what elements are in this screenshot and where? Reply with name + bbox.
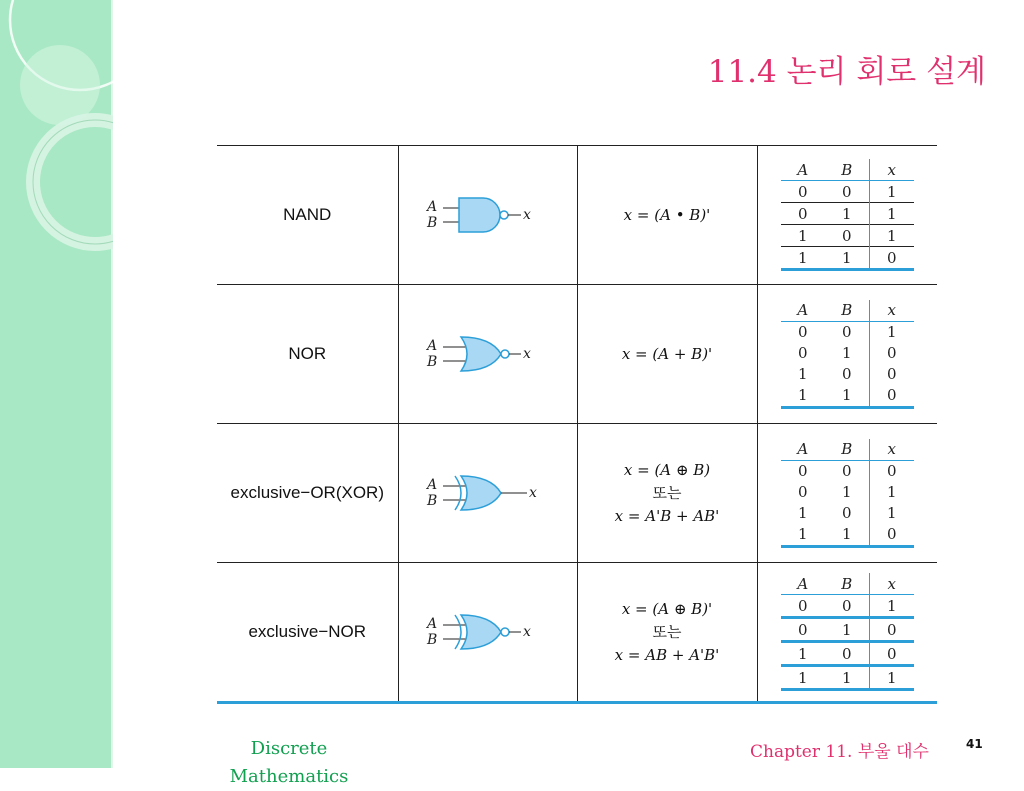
truth-table-cell: 1 <box>797 504 808 522</box>
truth-table-row <box>781 203 914 225</box>
footer-chapter: Chapter 11. 부울 대수 <box>750 742 929 762</box>
truth-table-cell-wrap <box>757 285 937 424</box>
truth-table <box>781 300 914 409</box>
truth-table-cell: 0 <box>825 321 870 343</box>
gate-expression-cell <box>577 424 757 563</box>
truth-table-cell: 1 <box>781 666 825 690</box>
page-number: 41 <box>966 737 983 751</box>
truth-table-cell: 1 <box>869 595 914 618</box>
truth-table-cell: 1 <box>825 385 870 408</box>
truth-table-row <box>781 666 914 690</box>
gate-input-a-label: A <box>426 199 437 215</box>
truth-table-cell: 1 <box>869 225 914 247</box>
truth-table-cell: 0 <box>781 460 825 482</box>
xor-gate-icon <box>423 464 553 522</box>
nand-gate-icon <box>423 186 553 244</box>
gate-expression-cell <box>577 285 757 424</box>
gate-input-a-label: A <box>426 616 437 632</box>
gate-symbol-cell <box>398 563 577 703</box>
xnor-gate-icon <box>423 603 553 661</box>
truth-table-cell: 0 <box>841 365 852 383</box>
gate-expression-cell <box>577 563 757 703</box>
truth-table-cell: 0 <box>797 344 808 362</box>
truth-table-cell: 0 <box>841 504 852 522</box>
truth-table-cell: 1 <box>797 365 808 383</box>
truth-table-header: x <box>869 300 914 322</box>
truth-table-cell: 1 <box>869 482 914 503</box>
truth-table-header: A <box>781 300 825 322</box>
truth-table-cell: 1 <box>869 181 914 203</box>
truth-table-cell: 0 <box>825 595 870 618</box>
truth-table-cell: 0 <box>825 181 870 203</box>
truth-table-header: A <box>781 159 825 181</box>
truth-table-cell: 1 <box>825 666 870 690</box>
expression-line: x = (A ⊕ B) <box>623 460 711 479</box>
gate-input-a-label: A <box>426 477 437 493</box>
truth-table-cell: 1 <box>781 225 825 247</box>
truth-table-cell: 1 <box>781 385 825 408</box>
gate-row <box>217 563 937 703</box>
truth-table-cell: 0 <box>825 642 870 666</box>
gate-output-label: x <box>522 207 531 223</box>
expression-line: x = (A ⊕ B)' <box>621 599 713 618</box>
expression-line: x = AB + A'B' <box>614 645 720 664</box>
truth-table-cell: 0 <box>869 343 914 364</box>
truth-table-cell-wrap <box>757 146 937 285</box>
truth-table-cell: 0 <box>869 460 914 482</box>
truth-table-cell: 1 <box>781 524 825 547</box>
gate-expression-cell <box>577 146 757 285</box>
truth-table-row <box>781 482 914 503</box>
expression-line: x = (A • B)' <box>623 205 711 224</box>
truth-table-cell: 0 <box>781 181 825 203</box>
gate-output-label: x <box>522 624 531 640</box>
truth-table-cell: 0 <box>781 203 825 225</box>
gate-input-b-label: B <box>426 632 437 648</box>
truth-table-header: x <box>869 573 914 595</box>
truth-table-cell: 0 <box>869 618 914 642</box>
truth-table-cell: 1 <box>841 483 852 501</box>
truth-table-row <box>781 321 914 343</box>
expression-line: x = A'B + AB' <box>614 506 720 525</box>
truth-table-cell: 1 <box>825 247 870 270</box>
truth-table-cell: 1 <box>781 642 825 666</box>
truth-table-header: A <box>781 439 825 461</box>
truth-table <box>781 439 914 548</box>
gate-name: exclusive−OR(XOR) <box>230 483 384 502</box>
gate-symbol-cell <box>398 424 577 563</box>
truth-table-cell: 0 <box>869 385 914 408</box>
truth-table-cell: 0 <box>869 364 914 385</box>
gate-input-b-label: B <box>426 354 437 370</box>
truth-table-cell: 0 <box>869 642 914 666</box>
gate-output-label: x <box>528 485 537 501</box>
gate-input-a-label: A <box>426 338 437 354</box>
truth-table-row <box>781 460 914 482</box>
truth-table <box>781 159 914 271</box>
gate-name: exclusive−NOR <box>248 622 367 641</box>
truth-table-cell: 0 <box>781 618 825 642</box>
truth-table-cell: 1 <box>869 503 914 524</box>
gate-input-b-label: B <box>426 493 437 509</box>
truth-table-row <box>781 595 914 618</box>
truth-table-row <box>781 247 914 270</box>
truth-table-row <box>781 385 914 408</box>
decorative-sidebar <box>0 0 113 768</box>
truth-table-row <box>781 343 914 364</box>
truth-table-cell: 0 <box>825 460 870 482</box>
truth-table-row <box>781 618 914 642</box>
truth-table-cell: 0 <box>781 595 825 618</box>
truth-table-header: B <box>825 439 870 461</box>
truth-table-header: B <box>825 573 870 595</box>
truth-table-cell: 1 <box>825 618 870 642</box>
truth-table-header: B <box>825 159 870 181</box>
truth-table-cell: 1 <box>869 666 914 690</box>
truth-table-cell: 1 <box>869 321 914 343</box>
truth-table <box>781 573 914 691</box>
truth-table-header: B <box>825 300 870 322</box>
expression-line: 또는 <box>652 483 682 502</box>
gate-name: NOR <box>288 344 327 363</box>
truth-table-cell: 0 <box>825 225 870 247</box>
footer-course-name: Discrete Mathematics <box>229 738 349 787</box>
truth-table-row <box>781 364 914 385</box>
gate-name: NAND <box>283 205 332 224</box>
slide-title: 11.4 논리 회로 설계 <box>707 54 986 90</box>
truth-table-cell-wrap <box>757 424 937 563</box>
gate-symbol-cell <box>398 146 577 285</box>
gate-row <box>217 146 937 285</box>
truth-table-cell: 1 <box>781 247 825 270</box>
truth-table-header: A <box>781 573 825 595</box>
truth-table-cell: 1 <box>841 344 852 362</box>
gate-symbol-cell <box>398 285 577 424</box>
truth-table-cell: 0 <box>797 483 808 501</box>
gate-row <box>217 285 937 424</box>
truth-table-cell: 1 <box>825 524 870 547</box>
nor-gate-icon <box>423 325 553 383</box>
gate-output-label: x <box>522 346 531 362</box>
expression-line: 또는 <box>652 622 682 641</box>
gate-row <box>217 424 937 563</box>
truth-table-row <box>781 642 914 666</box>
decorative-circles-icon <box>0 0 113 768</box>
truth-table-header: x <box>869 159 914 181</box>
truth-table-row <box>781 181 914 203</box>
truth-table-cell: 1 <box>869 203 914 225</box>
truth-table-row <box>781 225 914 247</box>
truth-table-cell: 0 <box>781 321 825 343</box>
truth-table-header: x <box>869 439 914 461</box>
gate-input-b-label: B <box>426 215 437 231</box>
truth-table-cell: 1 <box>825 203 870 225</box>
truth-table-row <box>781 503 914 524</box>
logic-gate-table <box>217 145 937 704</box>
truth-table-cell-wrap <box>757 563 937 703</box>
expression-line: x = (A + B)' <box>621 344 713 363</box>
truth-table-cell: 0 <box>869 247 914 270</box>
truth-table-row <box>781 524 914 547</box>
truth-table-cell: 0 <box>869 524 914 547</box>
